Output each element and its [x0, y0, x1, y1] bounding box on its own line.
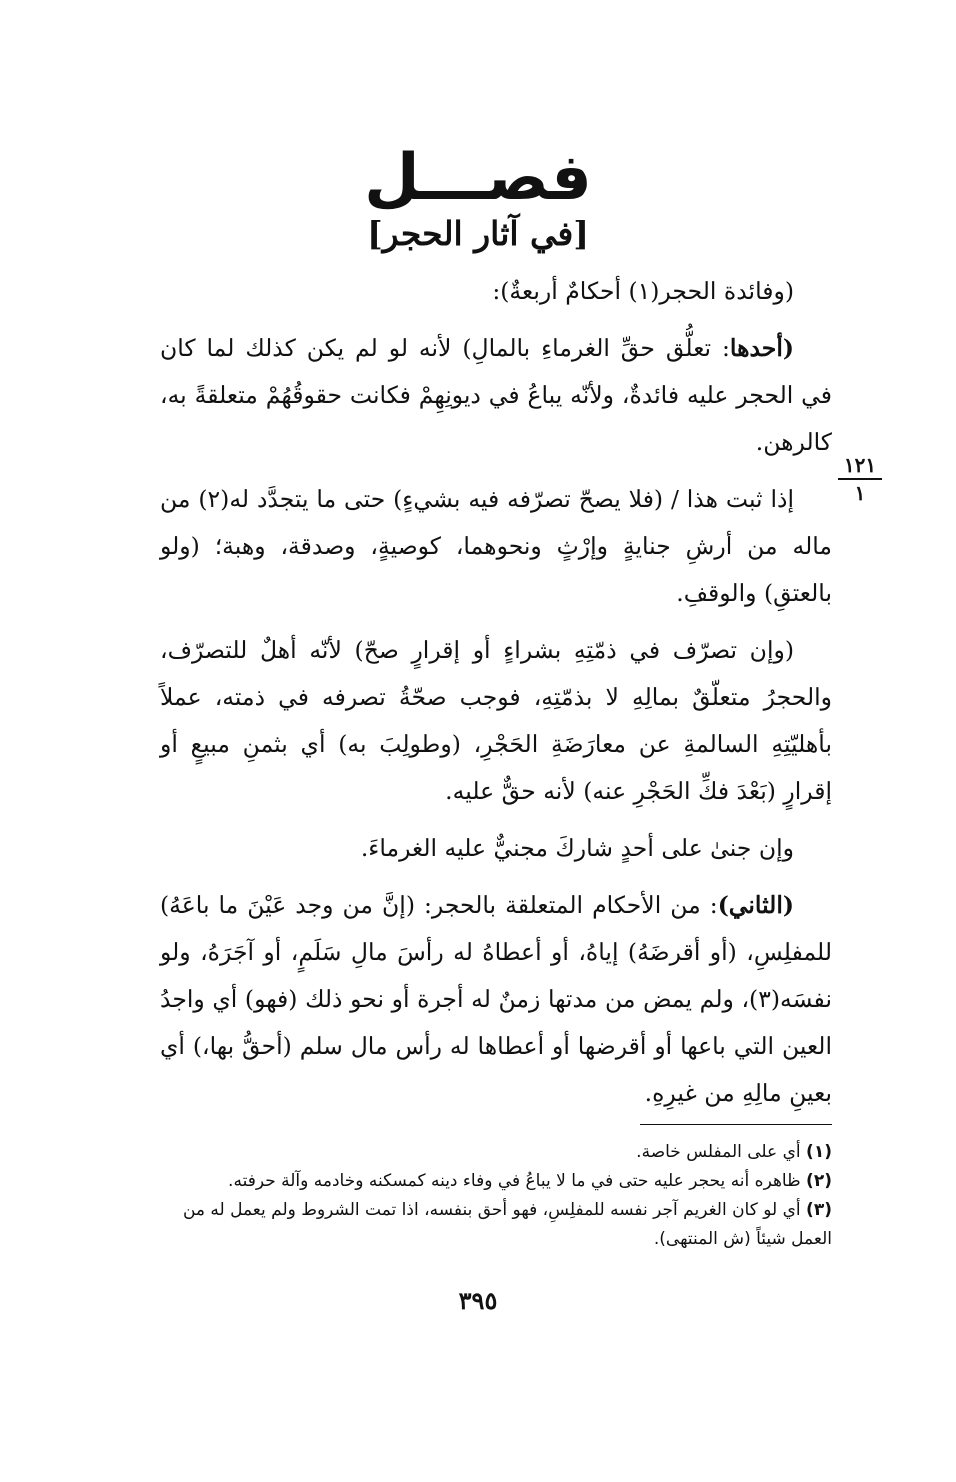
- margin-reference-bottom: ١: [854, 481, 866, 505]
- paragraph-text: : تعلُّق حقِّ الغرماءِ بالمالِ) لأنه لو لم يكن كذلك لما كان في الحجر عليه فائدةٌ، ولأنّه يباعُ في ديونِهِمْ فكانت حقوقُهُمْ متعلقةً به، كالرهن.: [160, 334, 832, 456]
- footnote-item: [160, 1138, 832, 1167]
- footnote-number: (٢): [806, 1171, 832, 1191]
- page-number: ٣٩٥: [458, 1286, 498, 1315]
- chapter-heading-ornament: فصـــل: [364, 141, 592, 215]
- margin-reference-top: ١٢١: [838, 454, 882, 480]
- footnote-divider: [640, 1124, 832, 1125]
- paragraph-lead: (الثاني): [717, 891, 794, 919]
- paragraph-text: : من الأحكام المتعلقة بالحجر: (إنَّ من وجد عَيْنَ ما باعَهُ) للمفلِسِ، (أو أقرضَهُ) إياهُ، أو أعطاهُ له رأسَ مالِ سَلَمٍ، أو آجَرَهُ، ولو نفسَه(٣)، ولم يمض من مدتها زمنٌ له أجرة أو نحو ذلك (فهو) أي واجدُ العين التي باعها أو أقرضها أو أعطاها له رأس مال سلم (أحقُّ بها،) أي بعينِ مالِهِ من غيرِهِ.: [160, 891, 832, 1107]
- paragraph-consequence: [160, 476, 832, 617]
- paragraph-text: وإن جنىٰ على أحدٍ شاركَ مجنيٌّ عليه الغرماءَ.: [360, 834, 794, 862]
- footnote-item: [160, 1196, 832, 1254]
- footnote-number: (٣): [806, 1200, 832, 1220]
- main-text: [160, 268, 832, 1127]
- paragraph-first-rule: [160, 325, 832, 466]
- paragraph-dhimma: [160, 627, 832, 815]
- paragraph-jinaya: [160, 825, 832, 872]
- paragraph-lead: (أحدها: [729, 334, 794, 362]
- margin-reference: [838, 454, 882, 504]
- footnote-text: أي على المفلس خاصة.: [636, 1142, 801, 1162]
- paragraph-second-rule: [160, 882, 832, 1117]
- paragraph-intro: [160, 268, 832, 315]
- chapter-title: [في آثار الحجر]: [367, 214, 589, 253]
- footnotes: [160, 1138, 832, 1254]
- footnote-item: [160, 1167, 832, 1196]
- footnote-text: أي لو كان الغريم آجر نفسه للمفلِسِ، فهو أحق بنفسه، اذا تمت الشروط ولم يعمل له من العمل شيئاً (ش المنتهى).: [182, 1200, 832, 1249]
- paragraph-text: (وفائدة الحجر(١) أحكامٌ أربعةٌ):: [492, 277, 794, 305]
- footnote-text: ظاهره أنه يحجر عليه حتى في ما لا يباعُ في وفاء دينه كمسكنه وخادمه وآلة حرفته.: [228, 1171, 801, 1191]
- footnote-number: (١): [806, 1142, 832, 1162]
- paragraph-text: إذا ثبت هذا / (فلا يصحّ تصرّفه فيه بشيءٍ) حتى ما يتجدَّد له(٢) من ماله من أرشِ جنايةٍ وإرْثٍ ونحوهما، كوصيةٍ، وصدقة، وهبة؛ (ولو بالعتقِ) والوقفِ.: [160, 485, 832, 607]
- paragraph-text: (وإن تصرّف في ذمّتِهِ بشراءٍ أو إقرارٍ صحّ) لأنّه أهلٌ للتصرّف، والحجرُ متعلّقٌ بمالِهِ لا بذمّتِهِ، فوجب صحّةُ تصرفه في ذمته، عملاً بأهليّتِهِ السالمةِ عن معارَضَةِ الحَجْرِ، (وطولِبَ به) أي بثمنِ مبيعٍ أو إقرارٍ (بَعْدَ فكِّ الحَجْرِ عنه) لأنه حقٌّ عليه.: [160, 636, 832, 805]
